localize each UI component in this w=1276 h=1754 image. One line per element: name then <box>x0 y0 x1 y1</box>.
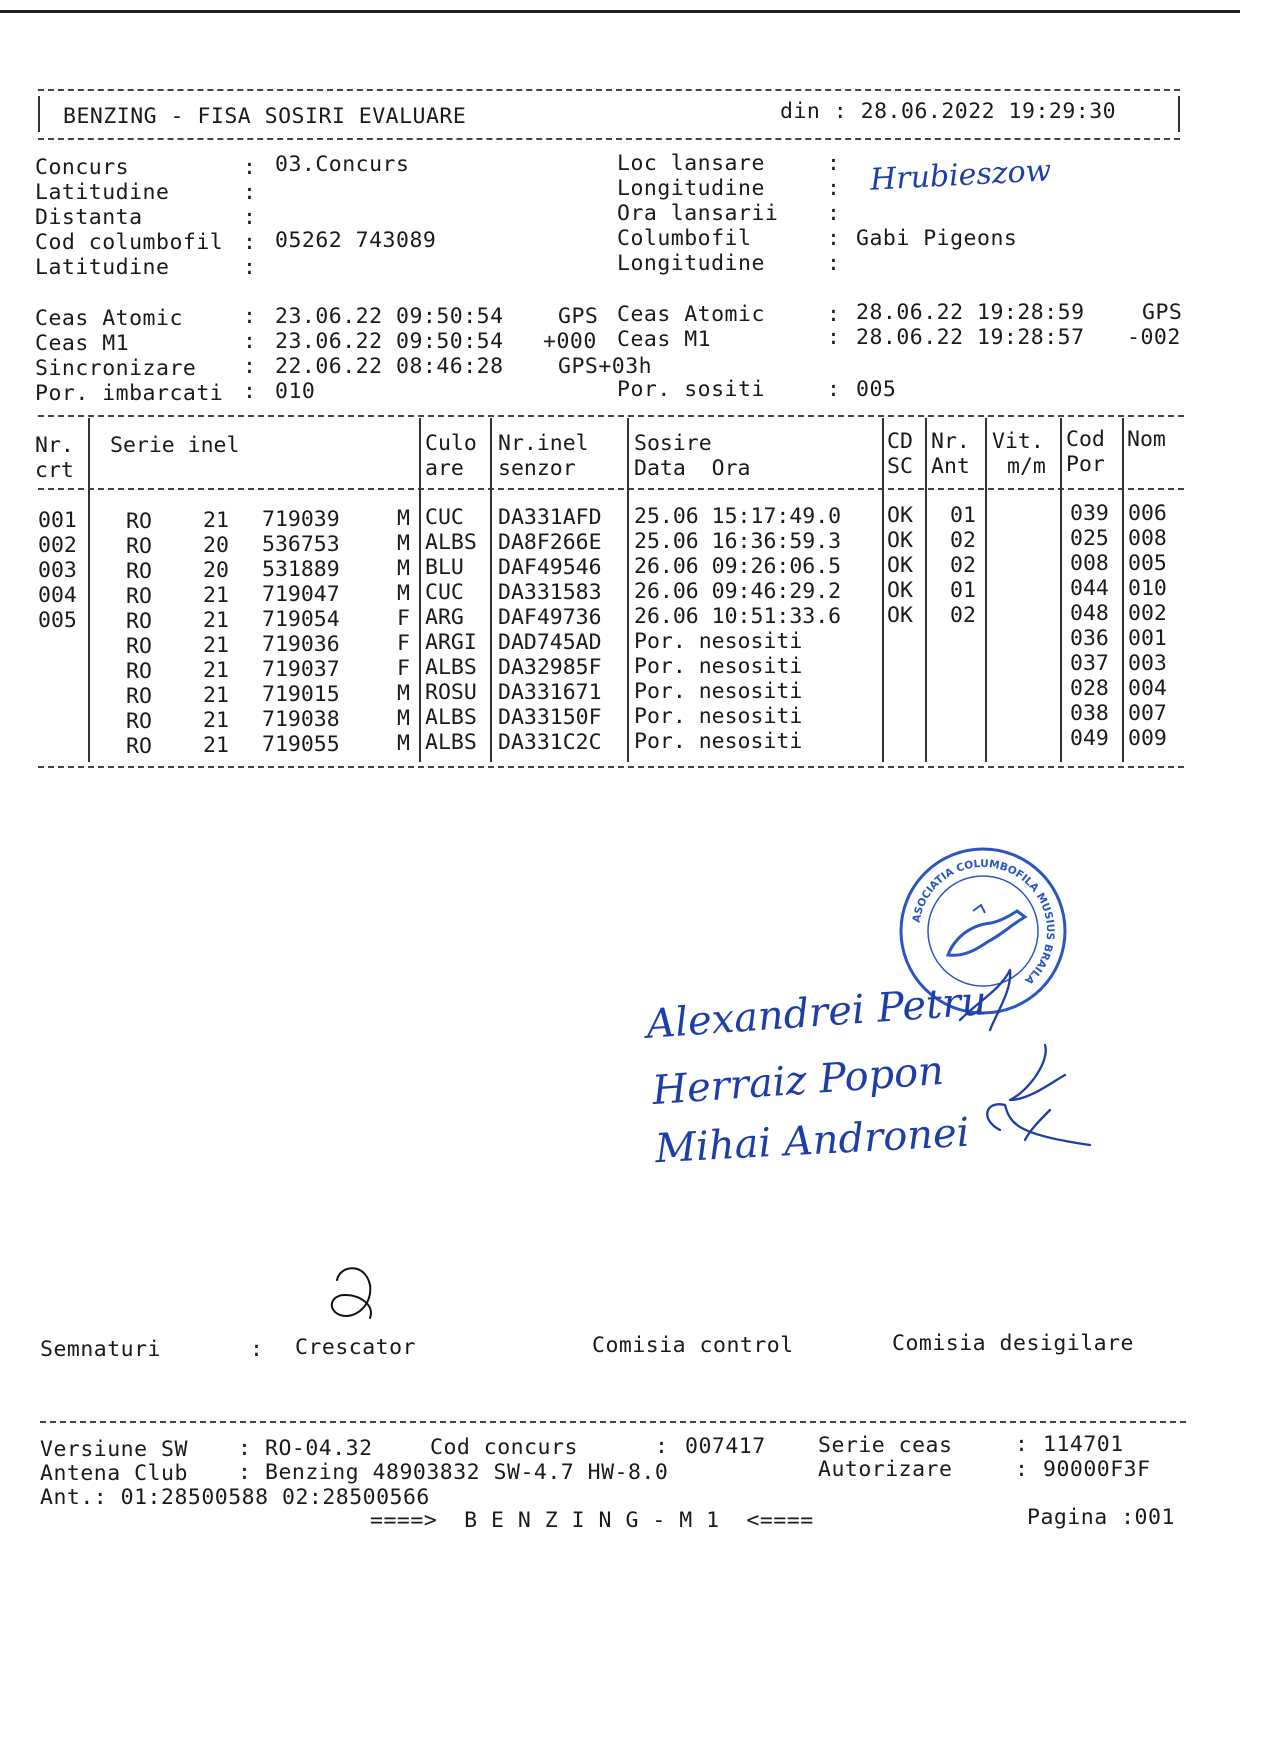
cell-senzor: DA331583 <box>498 580 602 605</box>
cell-sosire: Por. nesositi <box>634 654 803 679</box>
clock-extra: GPS+03h <box>558 354 653 379</box>
cell-nr: 003 <box>38 558 77 583</box>
footer-colon: : <box>1015 1432 1029 1457</box>
cell-tara: RO <box>126 509 152 534</box>
cell-nr: 001 <box>38 508 77 533</box>
cell-nom: 002 <box>1128 601 1167 626</box>
cell-inel: 536753 <box>262 532 340 557</box>
header-top-rule <box>38 89 1180 91</box>
info-colon: : <box>827 226 841 251</box>
handwritten-release-place: Hrubieszow <box>869 153 1053 198</box>
cell-sex: M <box>397 531 410 556</box>
info-colon: : <box>827 201 841 226</box>
cell-nom: 001 <box>1128 626 1167 651</box>
signature-control-label: Comisia control <box>592 1333 794 1358</box>
col-header-ant-sub: Ant <box>931 454 970 479</box>
cell-cod: 039 <box>1070 501 1109 526</box>
info-colon: : <box>243 180 257 205</box>
footer-antenna: Benzing 48903832 SW-4.7 HW-8.0 <box>265 1460 669 1485</box>
footer-antenna-ids: Ant.: 01:28500588 02:28500566 <box>40 1485 430 1510</box>
clock-extra: -002 <box>1127 325 1181 350</box>
cell-nom: 009 <box>1128 726 1167 751</box>
cell-culoare: ALBS <box>425 730 477 755</box>
footer-rule <box>40 1421 1186 1423</box>
cell-sex: M <box>397 556 410 581</box>
footer-version: RO-04.32 <box>265 1436 373 1461</box>
clock-extra: GPS <box>1142 300 1183 325</box>
signature-unsealing-label: Comisia desigilare <box>892 1331 1134 1356</box>
info-colon: : <box>243 205 257 230</box>
handwritten-name: Mihai Andronei <box>654 1109 971 1173</box>
header-bottom-rule <box>38 138 1180 140</box>
info-colon: : <box>243 354 257 379</box>
clock-value: 23.06.22 09:50:54 <box>275 329 504 354</box>
header-left-bar <box>38 96 40 132</box>
cell-tara: RO <box>126 634 152 659</box>
cell-inel: 719037 <box>262 657 340 682</box>
cell-ant: 02 <box>950 603 976 628</box>
cell-sosire: 25.06 16:36:59.3 <box>634 529 842 554</box>
info-colon: : <box>243 379 257 404</box>
cell-senzor: DA33150F <box>498 705 602 730</box>
table-col-divider <box>882 418 884 762</box>
cell-inel: 719015 <box>262 682 340 707</box>
info-colon: : <box>827 377 841 402</box>
cell-an: 21 <box>203 633 229 658</box>
col-header-senzor: Nr.inel <box>498 431 589 456</box>
cell-inel: 719039 <box>262 507 340 532</box>
svg-text:ASOCIATIA COLUMBOFILA MUSIUS B: ASOCIATIA COLUMBOFILA MUSIUS BRAILA <box>910 857 1057 987</box>
cell-cod: 049 <box>1070 726 1109 751</box>
clock-value: 28.06.22 19:28:57 <box>856 325 1085 350</box>
cell-senzor: DA331C2C <box>498 730 602 755</box>
cell-sex: F <box>397 631 410 656</box>
table-col-divider <box>627 418 629 762</box>
cell-cod: 037 <box>1070 651 1109 676</box>
info-colon: : <box>827 176 841 201</box>
clock-label: Ceas Atomic <box>35 306 183 331</box>
table-header-rule <box>38 488 1184 490</box>
footer-version-label: Versiune SW <box>40 1437 188 1462</box>
cell-an: 21 <box>203 608 229 633</box>
cell-culoare: ALBS <box>425 655 477 680</box>
clock-label: Sincronizare <box>35 356 197 381</box>
footer-clock-serial-label: Serie ceas <box>818 1433 953 1458</box>
info-colon: : <box>243 329 257 354</box>
cell-culoare: BLU <box>425 555 464 580</box>
page-top-border <box>0 10 1240 13</box>
info-value: 03.Concurs <box>275 152 410 177</box>
cell-nom: 008 <box>1128 526 1167 551</box>
cell-culoare: CUC <box>425 580 464 605</box>
cell-an: 21 <box>203 658 229 683</box>
clock-label: Ceas M1 <box>35 331 130 356</box>
cell-an: 21 <box>203 733 229 758</box>
cell-sosire: 26.06 10:51:33.6 <box>634 604 842 629</box>
info-colon: : <box>827 151 841 176</box>
cell-cdsc: OK <box>887 503 913 528</box>
table-col-divider <box>490 418 492 762</box>
info-colon: : <box>827 302 841 327</box>
cell-cod: 008 <box>1070 551 1109 576</box>
breeder-signature <box>315 1260 395 1340</box>
clock-label: Por. sositi <box>617 377 765 402</box>
col-header-senzor-sub: senzor <box>498 456 576 481</box>
cell-nom: 003 <box>1128 651 1167 676</box>
cell-culoare: ALBS <box>425 530 477 555</box>
clock-value: 28.06.22 19:28:59 <box>856 300 1085 325</box>
signatures-colon: : <box>250 1337 264 1362</box>
info-colon: : <box>827 325 841 350</box>
header-right-bar <box>1178 96 1180 132</box>
cell-tara: RO <box>126 534 152 559</box>
clock-extra: +000 <box>543 329 597 354</box>
info-colon: : <box>243 255 257 280</box>
report-title: BENZING - FISA SOSIRI EVALUARE <box>63 104 467 129</box>
cell-ant: 01 <box>950 578 976 603</box>
info-label: Concurs <box>35 155 130 180</box>
cell-culoare: ALBS <box>425 705 477 730</box>
clock-value: 005 <box>856 377 897 402</box>
col-header-ant: Nr. <box>931 429 970 454</box>
cell-cod: 048 <box>1070 601 1109 626</box>
col-header-sosire-sub: Data Ora <box>634 456 751 481</box>
table-col-divider <box>985 418 987 762</box>
cell-cod: 025 <box>1070 526 1109 551</box>
cell-tara: RO <box>126 584 152 609</box>
cell-tara: RO <box>126 734 152 759</box>
signature-breeder-label: Crescator <box>295 1335 416 1360</box>
clock-label: Ceas Atomic <box>617 302 765 327</box>
cell-inel: 531889 <box>262 557 340 582</box>
cell-sosire: Por. nesositi <box>634 629 803 654</box>
col-header-nr: Nr. <box>35 433 74 458</box>
cell-cdsc: OK <box>887 553 913 578</box>
cell-nom: 010 <box>1128 576 1167 601</box>
footer-antenna-label: Antena Club <box>40 1461 188 1486</box>
cell-cod: 036 <box>1070 626 1109 651</box>
col-header-cdsc: CD <box>887 429 913 454</box>
info-colon: : <box>243 230 257 255</box>
cell-sosire: 26.06 09:26:06.5 <box>634 554 842 579</box>
cell-nr: 004 <box>38 583 77 608</box>
col-header-serie: Serie inel <box>110 433 240 458</box>
footer-page-number: Pagina :001 <box>1027 1505 1175 1530</box>
cell-senzor: DAF49546 <box>498 555 602 580</box>
cell-nom: 004 <box>1128 676 1167 701</box>
footer-colon: : <box>238 1460 252 1485</box>
col-header-cdsc-sub: SC <box>887 454 913 479</box>
cell-senzor: DA331671 <box>498 680 602 705</box>
cell-culoare: ARGI <box>425 630 477 655</box>
cell-sex: F <box>397 606 410 631</box>
cell-inel: 719038 <box>262 707 340 732</box>
cell-inel: 719054 <box>262 607 340 632</box>
report-date: din : 28.06.2022 19:29:30 <box>780 99 1117 124</box>
signatures-label: Semnaturi <box>40 1337 161 1362</box>
cell-senzor: DAD745AD <box>498 630 602 655</box>
cell-ant: 01 <box>950 503 976 528</box>
col-header-culoare-sub: are <box>425 456 464 481</box>
cell-cod: 028 <box>1070 676 1109 701</box>
cell-sex: M <box>397 681 410 706</box>
col-header-nom: Nom <box>1127 427 1166 452</box>
cell-culoare: ROSU <box>425 680 477 705</box>
cell-ant: 02 <box>950 553 976 578</box>
cell-sex: M <box>397 706 410 731</box>
cell-nom: 005 <box>1128 551 1167 576</box>
table-col-divider <box>925 418 927 762</box>
cell-tara: RO <box>126 709 152 734</box>
info-label: Distanta <box>35 205 143 230</box>
cell-an: 20 <box>203 533 229 558</box>
cell-an: 21 <box>203 708 229 733</box>
cell-sosire: Por. nesositi <box>634 679 803 704</box>
cell-sosire: Por. nesositi <box>634 704 803 729</box>
col-header-sosire: Sosire <box>634 431 712 456</box>
cell-an: 21 <box>203 508 229 533</box>
info-value: 05262 743089 <box>275 228 437 253</box>
info-value: Gabi Pigeons <box>856 226 1018 251</box>
clock-label: Ceas M1 <box>617 327 712 352</box>
info-label: Ora lansarii <box>617 201 779 226</box>
cell-nr: 005 <box>38 608 77 633</box>
table-col-divider <box>88 418 90 762</box>
info-label: Cod columbofil <box>35 230 224 255</box>
col-header-nr-sub: crt <box>35 458 74 483</box>
footer-colon: : <box>238 1436 252 1461</box>
cell-nr: 002 <box>38 533 77 558</box>
footer-colon: : <box>655 1434 669 1459</box>
footer-banner: ====> B E N Z I N G - M 1 <==== <box>370 1508 814 1533</box>
cell-cod: 038 <box>1070 701 1109 726</box>
info-colon: : <box>243 304 257 329</box>
cell-an: 20 <box>203 558 229 583</box>
cell-an: 21 <box>203 583 229 608</box>
cell-cod: 044 <box>1070 576 1109 601</box>
info-label: Longitudine <box>617 251 765 276</box>
cell-sosire: Por. nesositi <box>634 729 803 754</box>
col-header-culoare: Culo <box>425 431 477 456</box>
cell-cdsc: OK <box>887 578 913 603</box>
handwritten-name: Alexandrei Petru <box>644 978 989 1048</box>
cell-sex: M <box>397 506 410 531</box>
info-label: Latitudine <box>35 180 170 205</box>
footer-contest-code: 007417 <box>685 1434 766 1459</box>
cell-senzor: DA8F266E <box>498 530 602 555</box>
handwritten-name: Herraiz Popon <box>650 1047 946 1115</box>
cell-nom: 006 <box>1128 501 1167 526</box>
cell-inel: 719036 <box>262 632 340 657</box>
col-header-cod: Cod <box>1066 427 1105 452</box>
cell-ant: 02 <box>950 528 976 553</box>
info-colon: : <box>827 251 841 276</box>
cell-inel: 719055 <box>262 732 340 757</box>
committee-signatures <box>940 950 1120 1180</box>
cell-an: 21 <box>203 683 229 708</box>
table-col-divider <box>1060 418 1062 762</box>
info-label: Latitudine <box>35 255 170 280</box>
cell-senzor: DA331AFD <box>498 505 602 530</box>
info-label: Longitudine <box>617 176 765 201</box>
table-col-divider <box>419 418 421 762</box>
cell-tara: RO <box>126 659 152 684</box>
clock-value: 010 <box>275 379 316 404</box>
cell-culoare: CUC <box>425 505 464 530</box>
clock-value: 22.06.22 08:46:28 <box>275 354 504 379</box>
table-col-divider <box>1122 418 1124 762</box>
cell-sosire: 25.06 15:17:49.0 <box>634 504 842 529</box>
footer-contest-code-label: Cod concurs <box>430 1435 578 1460</box>
table-bottom-rule <box>38 766 1184 768</box>
cell-sosire: 26.06 09:46:29.2 <box>634 579 842 604</box>
clock-value: 23.06.22 09:50:54 <box>275 304 504 329</box>
cell-cdsc: OK <box>887 603 913 628</box>
cell-tara: RO <box>126 684 152 709</box>
footer-colon: : <box>1015 1457 1029 1482</box>
table-top-rule <box>38 415 1184 417</box>
footer-clock-serial: 114701 <box>1043 1432 1124 1457</box>
clock-extra: GPS <box>558 304 599 329</box>
cell-sex: F <box>397 656 410 681</box>
cell-inel: 719047 <box>262 582 340 607</box>
info-label: Loc lansare <box>617 151 765 176</box>
footer-authorization: 90000F3F <box>1043 1457 1151 1482</box>
cell-culoare: ARG <box>425 605 464 630</box>
cell-tara: RO <box>126 559 152 584</box>
col-header-vit-sub: m/m <box>1007 454 1046 479</box>
col-header-cod-sub: Por <box>1066 452 1105 477</box>
cell-cdsc: OK <box>887 528 913 553</box>
info-label: Columbofil <box>617 226 752 251</box>
clock-label: Por. imbarcati <box>35 381 224 406</box>
cell-sex: M <box>397 581 410 606</box>
cell-senzor: DAF49736 <box>498 605 602 630</box>
cell-tara: RO <box>126 609 152 634</box>
col-header-vit: Vit. <box>992 429 1044 454</box>
info-colon: : <box>243 155 257 180</box>
cell-sex: M <box>397 731 410 756</box>
cell-senzor: DA32985F <box>498 655 602 680</box>
footer-authorization-label: Autorizare <box>818 1457 953 1482</box>
cell-nom: 007 <box>1128 701 1167 726</box>
